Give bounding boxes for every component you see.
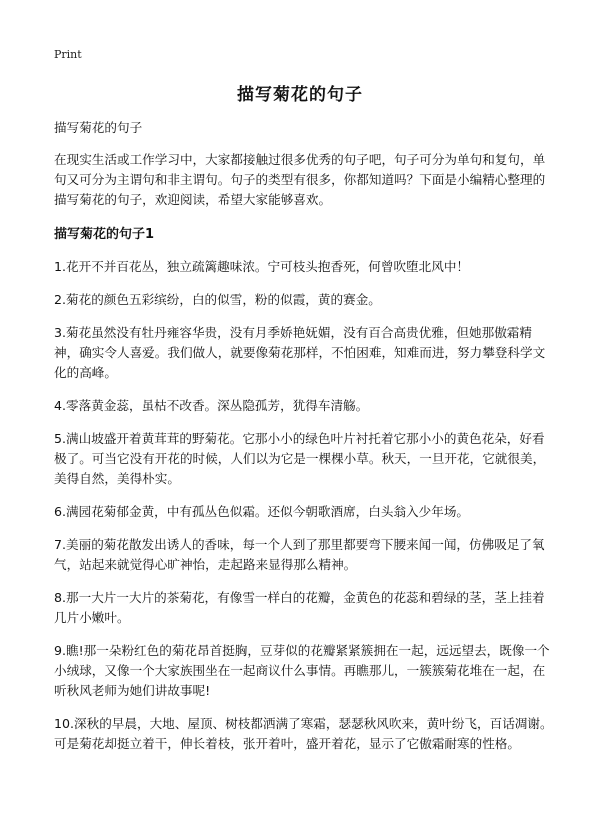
- sentence-item: 7.美丽的菊花散发出诱人的香味，每一个人到了那里都要弯下腰来闻一闻，仿佛吸足了氧气，站起来就觉得心旷神怡，走起路来显得那么精神。: [54, 537, 545, 572]
- print-label[interactable]: Print: [54, 48, 82, 61]
- sentence-item: 5.满山坡盛开着黄茸茸的野菊花。它那小小的绿色叶片衬托着它那小小的黄色花朵，好看极了。可当它没有开花的时候，人们以为它是一棵棵小草。秋天，一旦开花，它就很美，美得自然，美得朴实。: [54, 431, 546, 486]
- intro-paragraph: 在现实生活或工作学习中，大家都接触过很多优秀的句子吧，句子可分为单句和复句，单句又可分为主谓句和非主谓句。句子的类型有很多，你都知道吗？下面是小编精心整理的描写菊花的句子，欢迎阅读，希望大家能够喜欢。: [54, 152, 546, 207]
- document-body: [54, 118, 554, 767]
- sentence-item: 1.花开不并百花丛，独立疏篱趣味浓。宁可枝头抱香死，何曾吹堕北风中！: [54, 259, 470, 274]
- sentence-item: 3.菊花虽然没有牡丹雍容华贵，没有月季娇艳妩媚，没有百合高贵优雅，但她那傲霜精神，确实令人喜爱。我们做人，就要像菊花那样，不怕困难，知难而进，努力攀登科学文化的高峰。: [54, 325, 546, 380]
- sentence-item: 2.菊花的颜色五彩缤纷，白的似雪，粉的似霞，黄的赛金。: [54, 292, 381, 307]
- sentence-item: 9.瞧!那一朵粉红色的菊花昂首挺胸，豆芽似的花瓣紧紧簇拥在一起，远远望去，既像一个小绒球，又像一个大家族围坐在一起商议什么事情。再瞧那儿，一簇簇菊花堆在一起，在听秋风老师为她们讲故事呢!: [54, 643, 550, 698]
- sentence-item: 6.满园花菊郁金黄，中有孤丛色似霜。还似今朝歌酒席，白头翁入少年场。: [54, 504, 470, 519]
- sentence-item: 10.深秋的早晨，大地、屋顶、树枝都洒满了寒霜，瑟瑟秋风吹来，黄叶纷飞，百话凋谢。可是菊花却挺立着干，伸长着枝，张开着叶，盛开着花，显示了它傲霜耐寒的性格。: [54, 716, 553, 751]
- section-heading: 描写菊花的句子1: [54, 227, 155, 242]
- document-title: 描写菊花的句子: [237, 85, 363, 105]
- sentence-item: 8.那一大片一大片的茶菊花，有像雪一样白的花瓣，金黄色的花蕊和碧绿的茎，茎上挂着几片小嫩叶。: [54, 590, 545, 625]
- document-subtitle: 描写菊花的句子: [54, 120, 143, 135]
- sentence-item: 4.零落黄金蕊，虽枯不改香。深丛隐孤芳，犹得车清觞。: [54, 398, 369, 413]
